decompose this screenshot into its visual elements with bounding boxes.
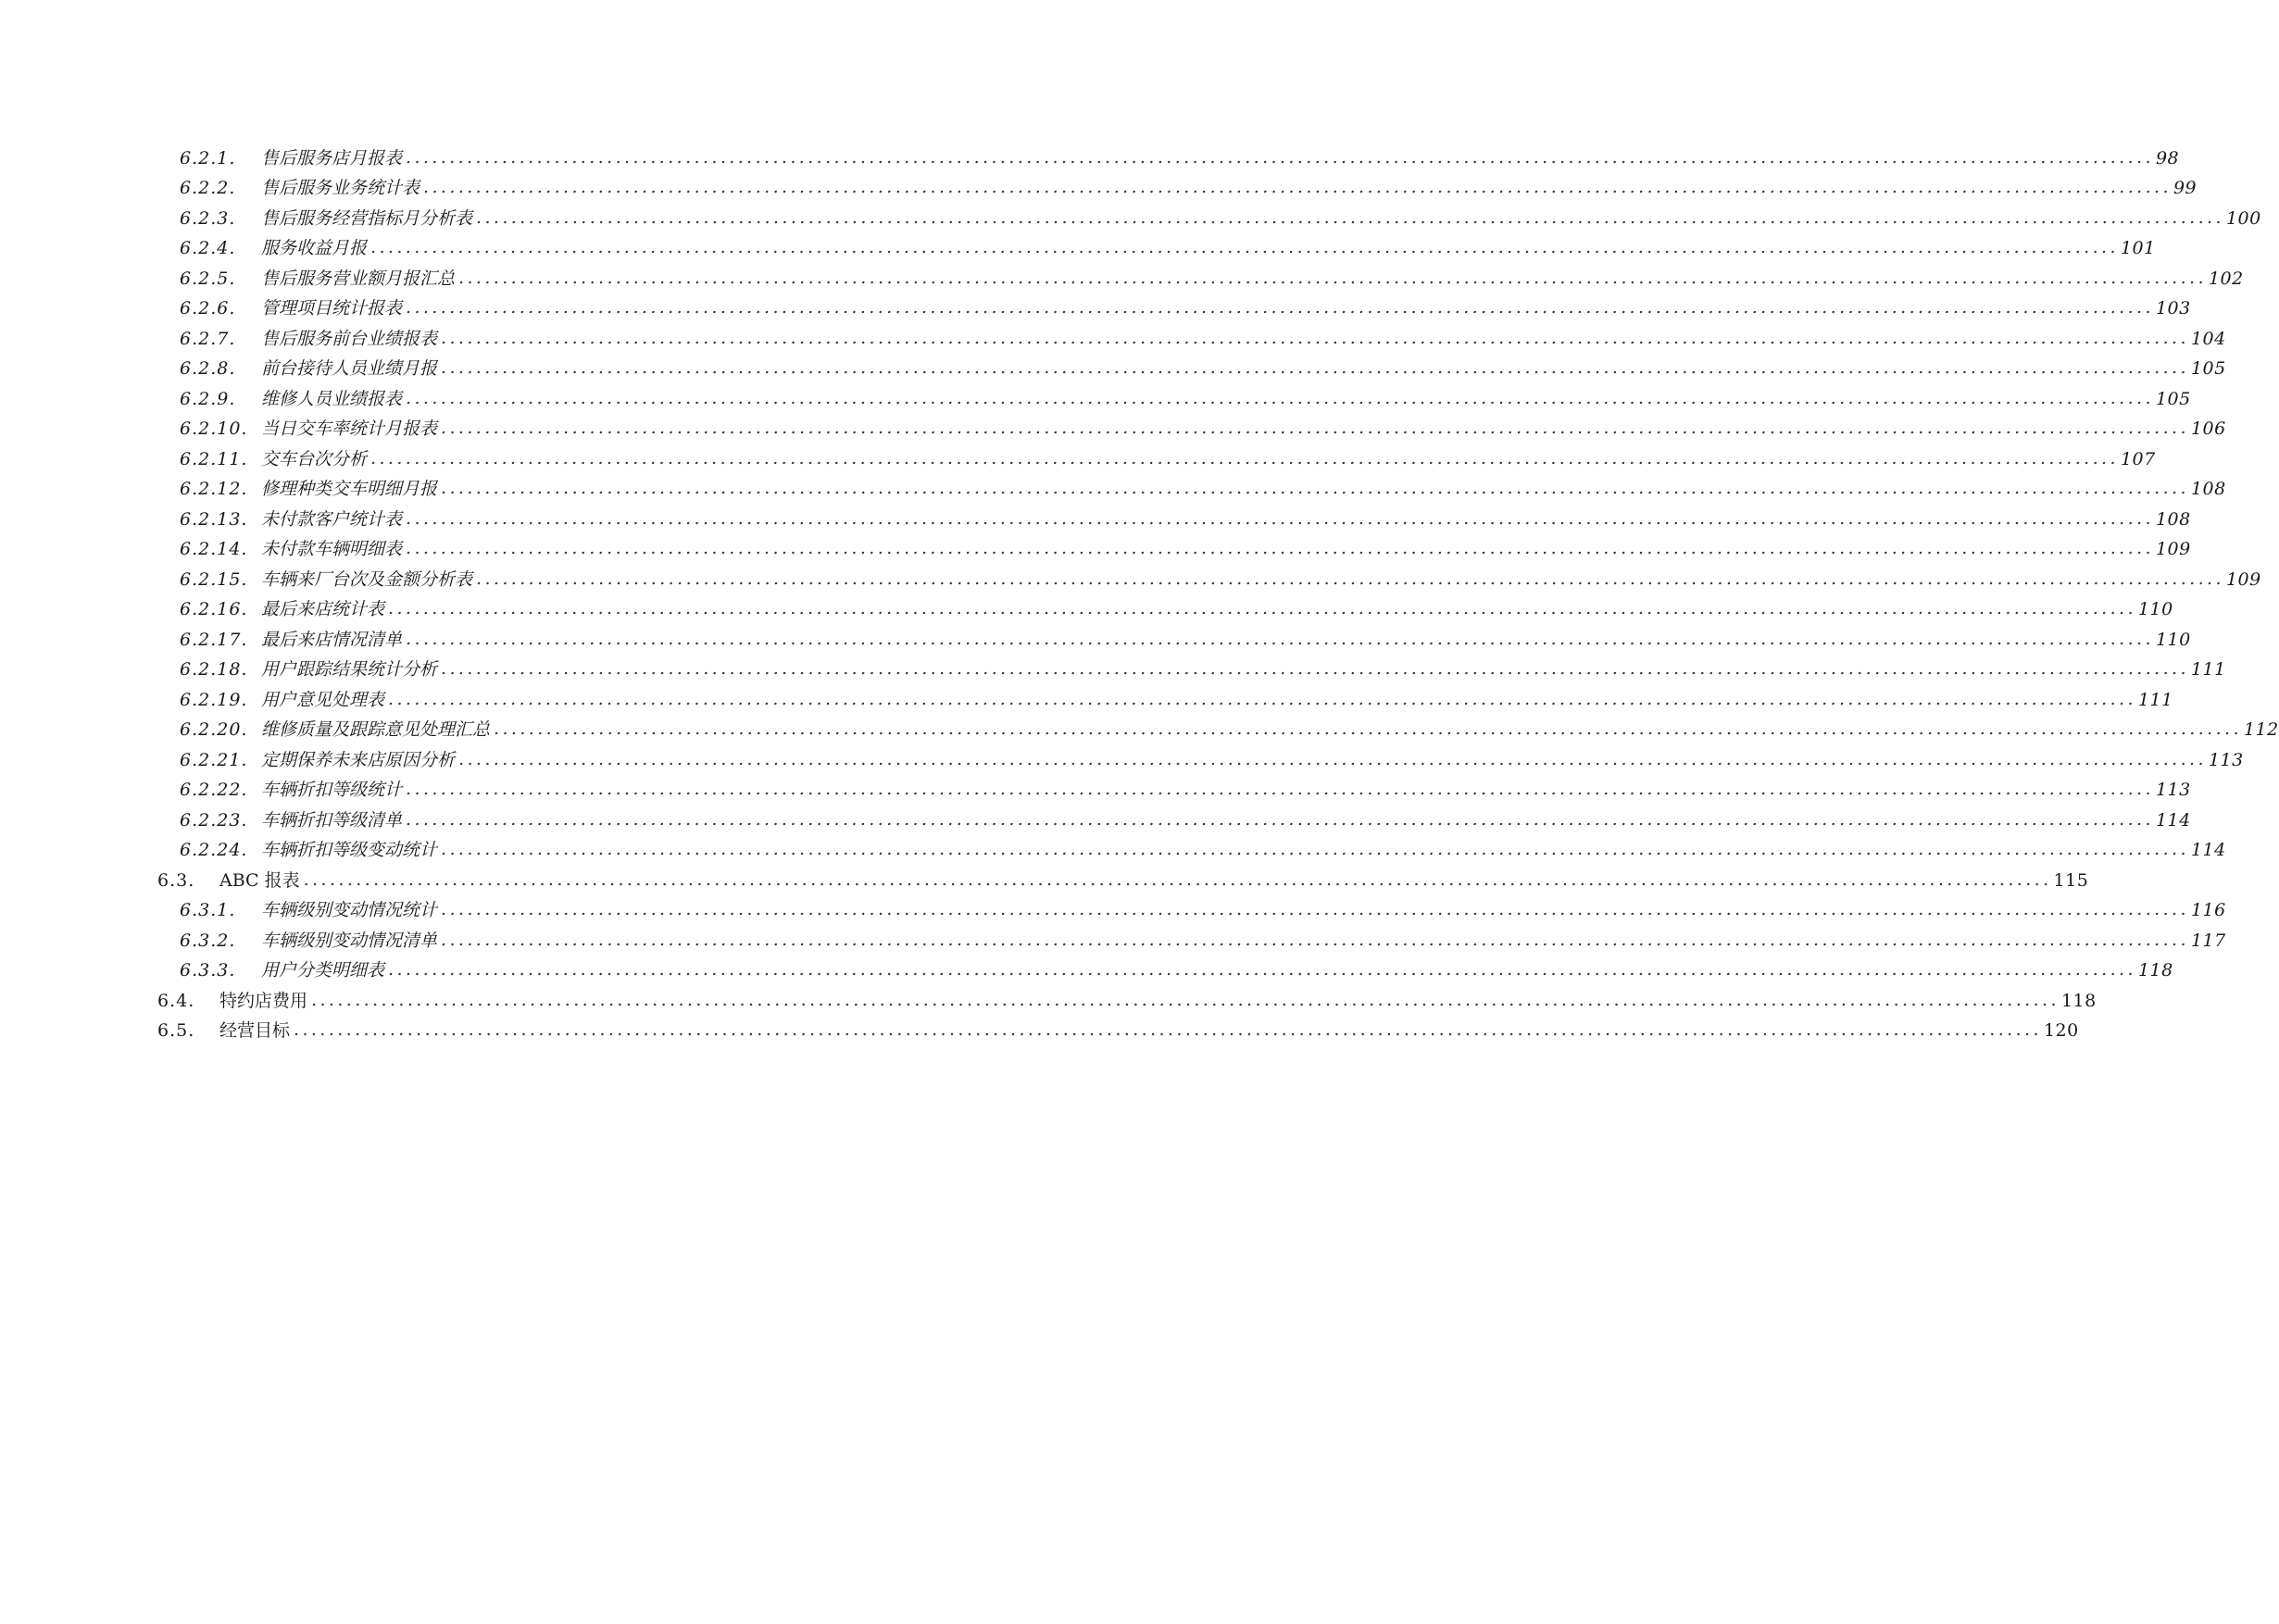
toc-dot-leader: ........................................................................................................................................................................................................ (406, 779, 2154, 799)
toc-entry-page-number: 108 (2190, 479, 2226, 499)
toc-entry-page-number: 114 (2190, 840, 2226, 860)
toc-entry[interactable] (157, 319, 2226, 350)
toc-entry-page-number: 111 (2137, 689, 2173, 710)
toc-dot-leader: ........................................................................................................................................................................................................ (370, 237, 2119, 257)
toc-entry[interactable] (157, 711, 2279, 742)
toc-dot-leader: ........................................................................................................................................................................................................ (406, 507, 2154, 529)
toc-dot-leader: ........................................................................................................................................................................................................ (294, 1019, 2042, 1040)
toc-entry-number: 6.2.8. (180, 358, 236, 379)
toc-entry[interactable] (157, 861, 2089, 892)
toc-dot-leader: ........................................................................................................................................................................................................ (423, 177, 2172, 197)
toc-entry-number: 6.2.13. (180, 508, 248, 530)
toc-entry-number: 6.2.4. (180, 238, 236, 258)
toc-entry-title: 售后服务前台业绩报表 (261, 328, 438, 349)
toc-entry-page-number: 111 (2190, 659, 2226, 680)
toc-entry[interactable] (157, 230, 2156, 260)
toc-entry-number: 6.4. (157, 990, 195, 1011)
toc-entry-title: 车辆级别变动情况统计 (261, 900, 438, 920)
toc-dot-leader: ........................................................................................................................................................................................................ (458, 748, 2207, 769)
toc-entry-page-number: 105 (2190, 358, 2226, 379)
toc-dot-leader: ........................................................................................................................................................................................................ (406, 628, 2154, 649)
toc-entry-title: 售后服务店月报表 (261, 147, 403, 169)
toc-dot-leader: ........................................................................................................................................................................................................ (388, 598, 2136, 618)
toc-entry[interactable] (157, 440, 2156, 470)
toc-entry-page-number: 112 (2243, 719, 2279, 740)
toc-entry-number: 6.2.14. (180, 539, 248, 559)
toc-entry-page-number: 107 (2120, 448, 2156, 469)
toc-entry-title: 定期保养未来店原因分析 (261, 749, 456, 770)
toc-entry[interactable] (157, 591, 2173, 621)
toc-entry-title: 未付款客户统计表 (261, 508, 403, 530)
toc-entry-number: 6.2.3. (180, 207, 236, 229)
toc-entry[interactable] (157, 350, 2226, 381)
toc-entry[interactable] (157, 470, 2226, 501)
toc-entry[interactable] (157, 831, 2226, 862)
toc-entry[interactable] (157, 952, 2173, 982)
toc-entry-page-number: 109 (2155, 539, 2191, 559)
toc-entry[interactable] (157, 169, 2198, 200)
toc-dot-leader: ........................................................................................................................................................................................................ (388, 959, 2136, 980)
toc-dot-leader: ........................................................................................................................................................................................................ (311, 989, 2060, 1010)
toc-entry-number: 6.2.20. (180, 719, 248, 740)
toc-dot-leader: ........................................................................................................................................................................................................ (494, 718, 2242, 739)
toc-entry-title: 用户跟踪结果统计分析 (261, 659, 438, 680)
toc-entry[interactable] (157, 1012, 2079, 1043)
toc-entry-number: 6.2.11. (180, 448, 248, 469)
toc-entry-title: 特约店费用 (219, 990, 308, 1011)
toc-entry[interactable] (157, 199, 2261, 230)
toc-entry-number: 6.2.16. (180, 599, 248, 619)
toc-entry-number: 6.2.10. (180, 418, 248, 439)
toc-entry-page-number: 99 (2173, 178, 2198, 198)
toc-entry[interactable] (157, 771, 2191, 802)
toc-dot-leader: ........................................................................................................................................................................................................ (441, 899, 2189, 919)
toc-dot-leader: ........................................................................................................................................................................................................ (406, 538, 2154, 558)
toc-entry[interactable] (157, 500, 2191, 531)
toc-entry-page-number: 109 (2225, 568, 2261, 590)
toc-entry[interactable] (157, 560, 2261, 591)
toc-entry-title: 用户意见处理表 (261, 689, 385, 710)
toc-entry-number: 6.3.1. (180, 900, 236, 920)
toc-entry-page-number: 103 (2155, 298, 2191, 319)
toc-entry-page-number: 113 (2155, 780, 2191, 800)
toc-entry[interactable] (157, 892, 2226, 922)
toc-entry[interactable] (157, 259, 2244, 290)
toc-dot-leader: ........................................................................................................................................................................................................ (406, 387, 2154, 408)
toc-entry-title: 用户分类明细表 (261, 960, 385, 981)
toc-entry-page-number: 118 (2137, 960, 2173, 981)
toc-dot-leader: ........................................................................................................................................................................................................ (458, 267, 2207, 288)
toc-entry-title: 车辆来厂台次及金额分析表 (261, 568, 473, 590)
toc-entry[interactable] (157, 741, 2244, 771)
toc-entry[interactable] (157, 681, 2173, 711)
toc-dot-leader: ........................................................................................................................................................................................................ (441, 929, 2189, 950)
toc-entry-page-number: 116 (2190, 900, 2226, 920)
toc-dot-leader: ........................................................................................................................................................................................................ (370, 447, 2119, 468)
toc-entry-number: 6.2.6. (180, 298, 236, 319)
toc-entry-number: 6.2.15. (180, 568, 248, 590)
toc-entry[interactable] (157, 651, 2226, 681)
toc-entry-title: 维修人员业绩报表 (261, 388, 403, 409)
toc-entry-page-number: 100 (2225, 207, 2261, 229)
toc-entry-number: 6.2.18. (180, 659, 248, 680)
toc-dot-leader: ........................................................................................................................................................................................................ (406, 297, 2154, 318)
toc-entry-page-number: 114 (2155, 809, 2191, 831)
toc-entry[interactable] (157, 981, 2097, 1012)
toc-entry[interactable] (157, 380, 2191, 410)
toc-entry-number: 6.2.7. (180, 328, 236, 349)
toc-entry-number: 6.2.1. (180, 147, 236, 169)
toc-entry-number: 6.2.5. (180, 268, 236, 289)
toc-entry-title: 交车台次分析 (261, 448, 368, 469)
toc-entry-page-number: 117 (2190, 930, 2226, 951)
toc-entry-title: 最后来店情况清单 (261, 629, 403, 650)
toc-entry-page-number: 120 (2043, 1020, 2079, 1041)
toc-entry-title: 车辆折扣等级清单 (261, 809, 403, 831)
toc-dot-leader: ........................................................................................................................................................................................................ (441, 658, 2189, 679)
toc-entry[interactable] (157, 139, 2180, 169)
toc-entry-title: 最后来店统计表 (261, 599, 385, 619)
toc-entry-page-number: 102 (2208, 268, 2244, 289)
toc-entry-title: 经营目标 (219, 1020, 291, 1041)
toc-entry-number: 6.2.19. (180, 689, 248, 710)
toc-entry-title: 车辆折扣等级变动统计 (261, 840, 438, 860)
toc-entry[interactable] (157, 620, 2191, 651)
toc-entry-page-number: 108 (2155, 508, 2191, 530)
toc-entry-page-number: 104 (2190, 328, 2226, 349)
toc-entry-number: 6.2.9. (180, 388, 236, 409)
toc-dot-leader: ........................................................................................................................................................................................................ (441, 357, 2189, 378)
table-of-contents (157, 139, 2279, 1042)
toc-dot-leader: ........................................................................................................................................................................................................ (406, 146, 2154, 168)
toc-entry-title: ABC 报表 (219, 869, 300, 891)
toc-dot-leader: ........................................................................................................................................................................................................ (441, 418, 2189, 438)
toc-entry[interactable] (157, 921, 2226, 952)
toc-entry-title: 修理种类交车明细月报 (261, 479, 438, 499)
toc-entry-title: 服务收益月报 (261, 238, 368, 258)
toc-entry-title: 售后服务营业额月报汇总 (261, 268, 456, 289)
toc-entry-number: 6.3.3. (180, 960, 236, 981)
toc-dot-leader: ........................................................................................................................................................................................................ (406, 808, 2154, 830)
toc-entry-title: 车辆折扣等级统计 (261, 780, 403, 800)
toc-entry-number: 6.2.21. (180, 749, 248, 770)
toc-entry[interactable] (157, 290, 2191, 320)
toc-dot-leader: ........................................................................................................................................................................................................ (388, 688, 2136, 709)
toc-entry-number: 6.2.2. (180, 178, 236, 198)
toc-entry[interactable] (157, 531, 2191, 561)
toc-entry-number: 6.2.22. (180, 780, 248, 800)
toc-dot-leader: ........................................................................................................................................................................................................ (441, 327, 2189, 348)
toc-entry-page-number: 106 (2190, 418, 2226, 439)
toc-entry-number: 6.3. (157, 869, 195, 891)
toc-entry-page-number: 113 (2208, 749, 2244, 770)
toc-entry-page-number: 110 (2137, 599, 2173, 619)
toc-entry[interactable] (157, 410, 2226, 441)
toc-entry-title: 售后服务业务统计表 (261, 178, 420, 198)
toc-entry[interactable] (157, 801, 2191, 831)
toc-dot-leader: ........................................................................................................................................................................................................ (476, 568, 2224, 589)
toc-entry-number: 6.2.23. (180, 809, 248, 831)
toc-dot-leader: ........................................................................................................................................................................................................ (476, 206, 2224, 228)
toc-dot-leader: ........................................................................................................................................................................................................ (441, 839, 2189, 859)
toc-entry-title: 车辆级别变动情况清单 (261, 930, 438, 951)
toc-entry-page-number: 115 (2053, 869, 2089, 891)
toc-entry-title: 维修质量及跟踪意见处理汇总 (261, 719, 491, 740)
toc-entry-number: 6.3.2. (180, 930, 236, 951)
toc-entry-page-number: 101 (2120, 238, 2156, 258)
toc-entry-title: 未付款车辆明细表 (261, 539, 403, 559)
toc-dot-leader: ........................................................................................................................................................................................................ (303, 868, 2052, 890)
toc-entry-page-number: 98 (2155, 147, 2180, 169)
toc-entry-title: 管理项目统计报表 (261, 298, 403, 319)
toc-entry-page-number: 118 (2060, 990, 2097, 1011)
toc-entry-number: 6.2.24. (180, 840, 248, 860)
toc-entry-number: 6.5. (157, 1020, 195, 1041)
toc-entry-title: 当日交车率统计月报表 (261, 418, 438, 439)
toc-dot-leader: ........................................................................................................................................................................................................ (441, 478, 2189, 498)
toc-entry-title: 售后服务经营指标月分析表 (261, 207, 473, 229)
toc-entry-title: 前台接待人员业绩月报 (261, 358, 438, 379)
toc-entry-number: 6.2.12. (180, 479, 248, 499)
toc-entry-number: 6.2.17. (180, 629, 248, 650)
toc-entry-page-number: 110 (2155, 629, 2191, 650)
toc-entry-page-number: 105 (2155, 388, 2191, 409)
